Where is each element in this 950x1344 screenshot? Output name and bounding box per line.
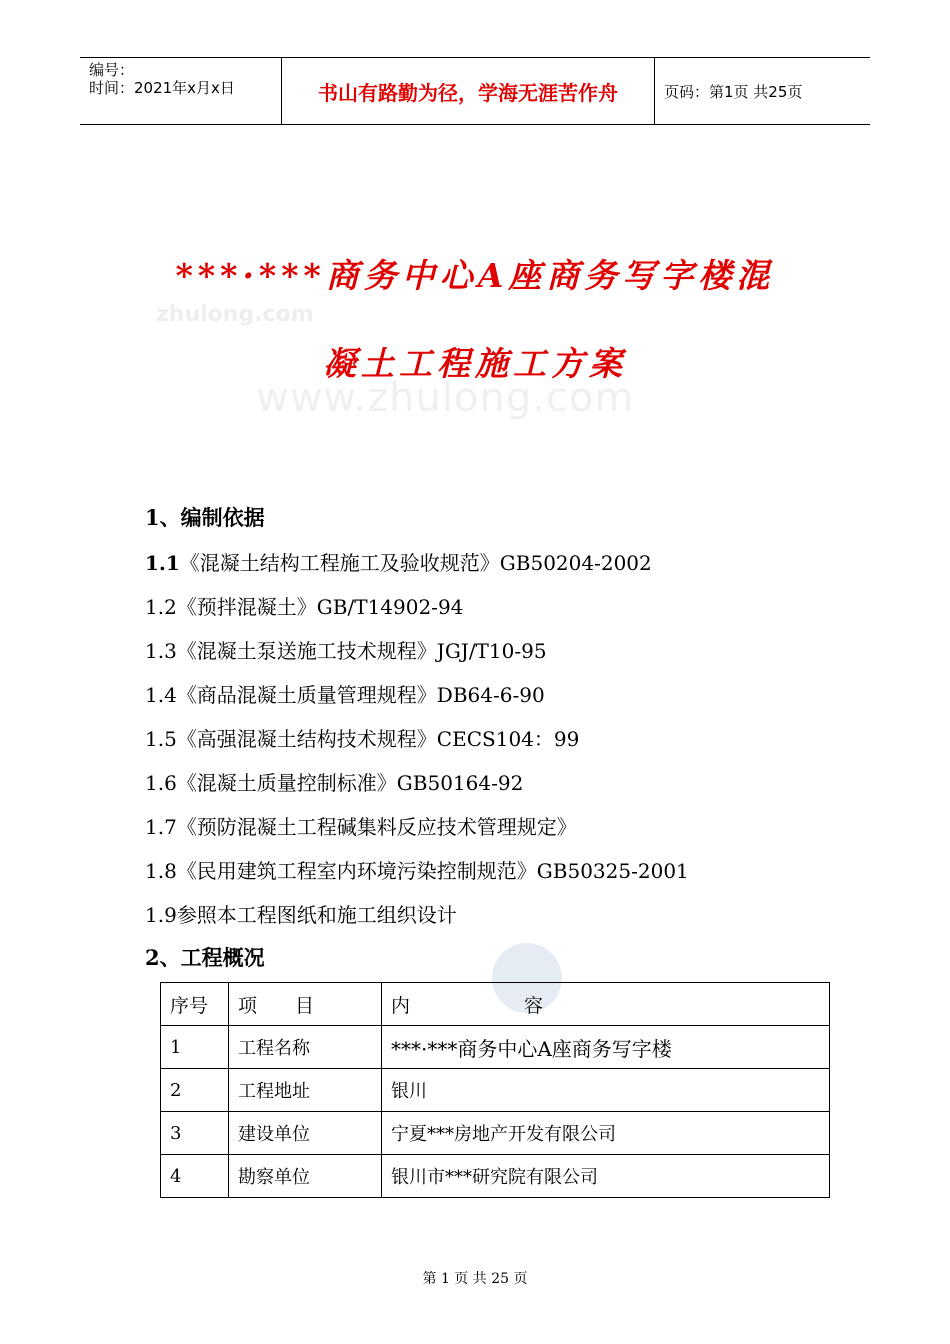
basis-item: 1.9参照本工程图纸和施工组织设计 (145, 903, 457, 927)
table-cell: 银川 (382, 1069, 830, 1112)
watermark-small: zhulong.com (156, 302, 314, 327)
section-heading-basis: 1、编制依据 (145, 505, 265, 530)
project-overview-table (160, 982, 830, 1198)
table-row (161, 1026, 830, 1069)
basis-item: 1.2《预拌混凝土》GB/T14902-94 (145, 595, 464, 619)
document-title-line-1: ***·***商务中心A座商务写字楼混 (175, 256, 775, 295)
table-cell: 2 (161, 1069, 229, 1112)
table-cell: 银川市***研究院有限公司 (382, 1155, 830, 1198)
table-header-cell: 序号 (161, 983, 229, 1026)
basis-item: 1.8《民用建筑工程室内环境污染控制规范》GB50325-2001 (145, 859, 689, 883)
section-heading-overview: 2、工程概况 (145, 945, 265, 970)
code-label: 编号： (89, 61, 135, 79)
basis-item: 1.6《混凝土质量控制标准》GB50164-92 (145, 771, 524, 795)
table-row (161, 1069, 830, 1112)
table-row (161, 1155, 830, 1198)
table-cell: 4 (161, 1155, 229, 1198)
document-title-line-2: 凝土工程施工方案 (323, 344, 627, 383)
table-cell: 工程地址 (229, 1069, 382, 1112)
table-header-row (161, 983, 830, 1026)
table-cell: 勘察单位 (229, 1155, 382, 1198)
table-cell: 建设单位 (229, 1112, 382, 1155)
time-label: 时间：2021年x月x日 (89, 79, 235, 97)
basis-item: 1.7《预防混凝土工程碱集料反应技术管理规定》 (145, 815, 577, 839)
header-meta (80, 58, 281, 124)
page-header (80, 57, 870, 125)
basis-item: 1.3《混凝土泵送施工技术规程》JGJ/T10-95 (145, 639, 547, 663)
table-header-cell: 项 目 (229, 983, 382, 1026)
page-footer: 第 1 页 共 25 页 (422, 1271, 528, 1287)
table-cell: 3 (161, 1112, 229, 1155)
basis-item: 1.5《高强混凝土结构技术规程》CECS104：99 (145, 727, 580, 751)
basis-item: 1.4《商品混凝土质量管理规程》DB64-6-90 (145, 683, 545, 707)
basis-item: 1.1《混凝土结构工程施工及验收规范》GB50204-2002 (145, 551, 652, 575)
table-cell: 宁夏***房地产开发有限公司 (382, 1112, 830, 1155)
table-row (161, 1112, 830, 1155)
header-motto: 书山有路勤为径，学海无涯苦作舟 (281, 58, 655, 124)
table-cell: 1 (161, 1026, 229, 1069)
table-cell: ***·***商务中心A座商务写字楼 (382, 1026, 830, 1069)
header-page-number: 页码：第1页 共25页 (664, 82, 803, 101)
watermark-large: www.zhulong.com (256, 375, 635, 421)
table-header-cell: 内 容 (382, 983, 830, 1026)
table-cell: 工程名称 (229, 1026, 382, 1069)
